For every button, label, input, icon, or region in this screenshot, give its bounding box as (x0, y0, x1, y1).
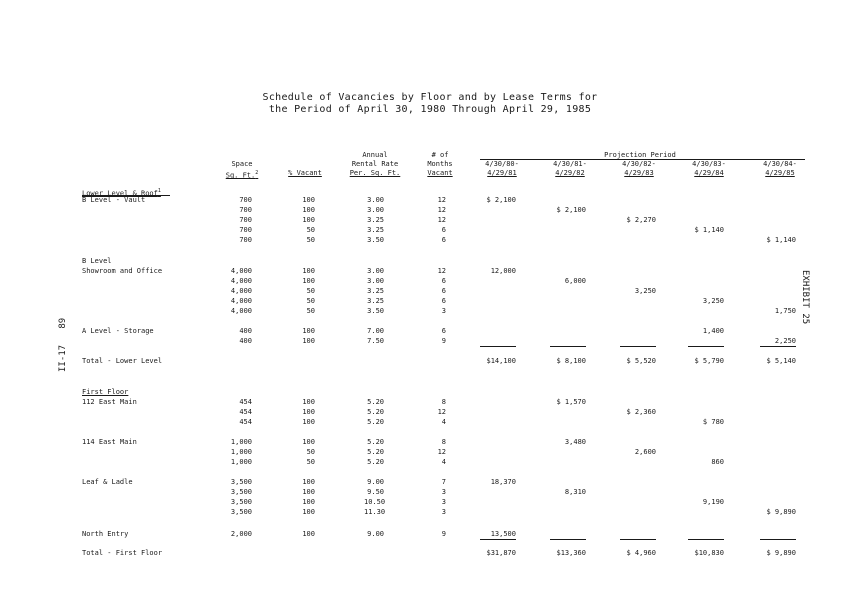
section-underline (82, 195, 170, 196)
label-b-level-vault: B Level - Vault (82, 196, 146, 204)
cell-p5: 2,250 (774, 337, 796, 345)
cell-rate: 3.25 (367, 297, 384, 305)
header-projection-period: Projection Period (604, 151, 676, 159)
cell-vac: 100 (302, 498, 315, 506)
cell-mo: 6 (441, 287, 446, 295)
cell-vac: 50 (306, 307, 315, 315)
cell-p2: 6,000 (564, 277, 586, 285)
cell-vac: 100 (302, 408, 315, 416)
cell-p3: $ 5,520 (626, 357, 656, 365)
cell-rate: 3.00 (367, 277, 384, 285)
cell-vac: 100 (302, 530, 315, 538)
subtotal-rule (480, 539, 516, 540)
exhibit-label: EXHIBIT 25 (800, 270, 810, 325)
header-months-vacant: # of Months Vacant (427, 151, 453, 177)
cell-vac: 100 (302, 418, 315, 426)
cell-sqft: 2,000 (230, 530, 252, 538)
cell-p5: $ 1,140 (766, 236, 796, 244)
header-period-5: 4/30/84- 4/29/85 (763, 160, 797, 177)
cell-rate: 11.30 (364, 508, 386, 516)
cell-mo: 12 (437, 196, 446, 204)
cell-sqft: 1,000 (230, 458, 252, 466)
cell-mo: 6 (441, 236, 446, 244)
cell-rate: 5.20 (367, 418, 384, 426)
cell-sqft: 3,500 (230, 508, 252, 516)
cell-p4: $ 780 (702, 418, 724, 426)
cell-p2: $ 2,100 (556, 206, 586, 214)
cell-p1: 18,370 (490, 478, 516, 486)
cell-rate: 3.50 (367, 307, 384, 315)
cell-mo: 12 (437, 408, 446, 416)
cell-sqft: 700 (239, 196, 252, 204)
cell-rate: 5.20 (367, 438, 384, 446)
cell-p4: $ 1,140 (694, 226, 724, 234)
cell-mo: 6 (441, 297, 446, 305)
cell-vac: 100 (302, 438, 315, 446)
cell-p3: 2,600 (634, 448, 656, 456)
header-period-3: 4/30/82- 4/29/83 (622, 160, 656, 177)
cell-sqft: 4,000 (230, 307, 252, 315)
cell-p4: 3,250 (702, 297, 724, 305)
cell-p5: 1,750 (774, 307, 796, 315)
cell-vac: 100 (302, 216, 315, 224)
cell-mo: 3 (441, 488, 446, 496)
cell-sqft: 1,000 (230, 438, 252, 446)
cell-vac: 100 (302, 277, 315, 285)
cell-mo: 8 (441, 398, 446, 406)
cell-rate: 3.00 (367, 196, 384, 204)
label-showroom: Showroom and Office (82, 267, 163, 275)
label-leaf-ladle: Leaf & Ladle (82, 478, 133, 486)
cell-rate: 7.00 (367, 327, 384, 335)
cell-mo: 4 (441, 458, 446, 466)
header-period-2: 4/30/81- 4/29/82 (553, 160, 587, 177)
cell-sqft: 700 (239, 206, 252, 214)
cell-rate: 5.20 (367, 448, 384, 456)
cell-sqft: 3,500 (230, 498, 252, 506)
header-period-1: 4/30/80- 4/29/81 (485, 160, 519, 177)
label-north-entry: North Entry (82, 530, 129, 538)
label-total-first: Total - First Floor (82, 549, 163, 557)
cell-vac: 100 (302, 267, 315, 275)
cell-rate: 10.50 (364, 498, 386, 506)
cell-mo: 12 (437, 206, 446, 214)
header-space: Space Sq. Ft.$^2$ (225, 160, 259, 180)
cell-rate: 3.25 (367, 226, 384, 234)
cell-vac: 50 (306, 458, 315, 466)
cell-mo: 12 (437, 267, 446, 275)
cell-vac: 100 (302, 478, 315, 486)
cell-p2: $ 8,100 (556, 357, 586, 365)
cell-mo: 4 (441, 418, 446, 426)
cell-rate: 3.50 (367, 236, 384, 244)
cell-vac: 100 (302, 206, 315, 214)
cell-rate: 3.25 (367, 287, 384, 295)
cell-vac: 50 (306, 297, 315, 305)
cell-p4: 860 (711, 458, 724, 466)
cell-vac: 50 (306, 236, 315, 244)
cell-p2: $13,360 (556, 549, 586, 557)
cell-sqft: 700 (239, 226, 252, 234)
cell-sqft: 4,000 (230, 297, 252, 305)
cell-mo: 12 (437, 448, 446, 456)
header-vacant: % Vacant (288, 169, 322, 177)
cell-mo: 3 (441, 307, 446, 315)
header-period-4: 4/30/83- 4/29/84 (692, 160, 726, 177)
cell-mo: 6 (441, 226, 446, 234)
cell-mo: 6 (441, 277, 446, 285)
cell-vac: 100 (302, 196, 315, 204)
subtotal-rule (620, 346, 656, 347)
cell-sqft: 700 (239, 236, 252, 244)
cell-mo: 12 (437, 216, 446, 224)
cell-p4: 9,190 (702, 498, 724, 506)
cell-vac: 100 (302, 488, 315, 496)
cell-rate: 5.20 (367, 398, 384, 406)
cell-rate: 7.50 (367, 337, 384, 345)
cell-p4: 1,400 (702, 327, 724, 335)
cell-rate: 9.00 (367, 530, 384, 538)
cell-vac: 50 (306, 226, 315, 234)
cell-p3: $ 2,360 (626, 408, 656, 416)
cell-rate: 9.50 (367, 488, 384, 496)
cell-sqft: 3,500 (230, 478, 252, 486)
header-rental-rate: Annual Rental Rate Per. Sq. Ft. (349, 151, 401, 177)
cell-rate: 5.20 (367, 408, 384, 416)
cell-mo: 7 (441, 478, 446, 486)
cell-p3: 3,250 (634, 287, 656, 295)
cell-vac: 100 (302, 508, 315, 516)
cell-mo: 9 (441, 337, 446, 345)
cell-sqft: 1,000 (230, 448, 252, 456)
cell-rate: 3.00 (367, 206, 384, 214)
subtotal-rule (480, 346, 516, 347)
cell-p1: $ 2,100 (486, 196, 516, 204)
cell-sqft: 400 (239, 327, 252, 335)
cell-p5: $ 9,890 (766, 508, 796, 516)
subtotal-rule (688, 539, 724, 540)
subtotal-rule (550, 346, 586, 347)
subtotal-rule (620, 539, 656, 540)
subtotal-rule (760, 346, 796, 347)
cell-mo: 3 (441, 498, 446, 506)
page-number: II-17 89 (58, 317, 68, 372)
label-a-level-storage: A Level - Storage (82, 327, 154, 335)
cell-rate: 9.00 (367, 478, 384, 486)
cell-p4: $10,830 (694, 549, 724, 557)
cell-sqft: 4,000 (230, 287, 252, 295)
cell-p3: $ 4,960 (626, 549, 656, 557)
cell-mo: 8 (441, 438, 446, 446)
subtotal-rule (550, 539, 586, 540)
cell-p2: 8,310 (564, 488, 586, 496)
cell-p1: $14,100 (486, 357, 516, 365)
cell-sqft: 4,000 (230, 277, 252, 285)
cell-rate: 3.25 (367, 216, 384, 224)
cell-sqft: 454 (239, 418, 252, 426)
page-subtitle: the Period of April 30, 1980 Through April 29, 1985 (268, 104, 592, 115)
subtotal-rule (760, 539, 796, 540)
subtotal-rule (688, 346, 724, 347)
cell-mo: 9 (441, 530, 446, 538)
label-b-level: B Level (82, 257, 112, 265)
cell-p1: 12,000 (490, 267, 516, 275)
cell-p1: $31,870 (486, 549, 516, 557)
cell-vac: 100 (302, 398, 315, 406)
page-title: Schedule of Vacancies by Floor and by Lease Terms for (262, 92, 598, 103)
cell-sqft: 400 (239, 337, 252, 345)
label-112-east-main: 112 East Main (82, 398, 137, 406)
cell-sqft: 3,500 (230, 488, 252, 496)
cell-p3: $ 2,270 (626, 216, 656, 224)
cell-vac: 100 (302, 327, 315, 335)
cell-mo: 3 (441, 508, 446, 516)
label-114-east-main: 114 East Main (82, 438, 137, 446)
cell-vac: 50 (306, 448, 315, 456)
section-first-floor: First Floor (82, 388, 129, 396)
label-total-lower: Total - Lower Level (82, 357, 163, 365)
cell-rate: 5.20 (367, 458, 384, 466)
cell-sqft: 454 (239, 398, 252, 406)
cell-p5: $ 5,140 (766, 357, 796, 365)
cell-rate: 3.00 (367, 267, 384, 275)
cell-vac: 50 (306, 287, 315, 295)
cell-vac: 100 (302, 337, 315, 345)
section-lower-level: Lower Level & Roof$^1$ (82, 188, 161, 198)
cell-p2: $ 1,570 (556, 398, 586, 406)
cell-p5: $ 9,890 (766, 549, 796, 557)
cell-sqft: 700 (239, 216, 252, 224)
cell-p1: 13,500 (490, 530, 516, 538)
cell-mo: 6 (441, 327, 446, 335)
cell-sqft: 4,000 (230, 267, 252, 275)
cell-sqft: 454 (239, 408, 252, 416)
cell-p4: $ 5,790 (694, 357, 724, 365)
cell-p2: 3,480 (564, 438, 586, 446)
